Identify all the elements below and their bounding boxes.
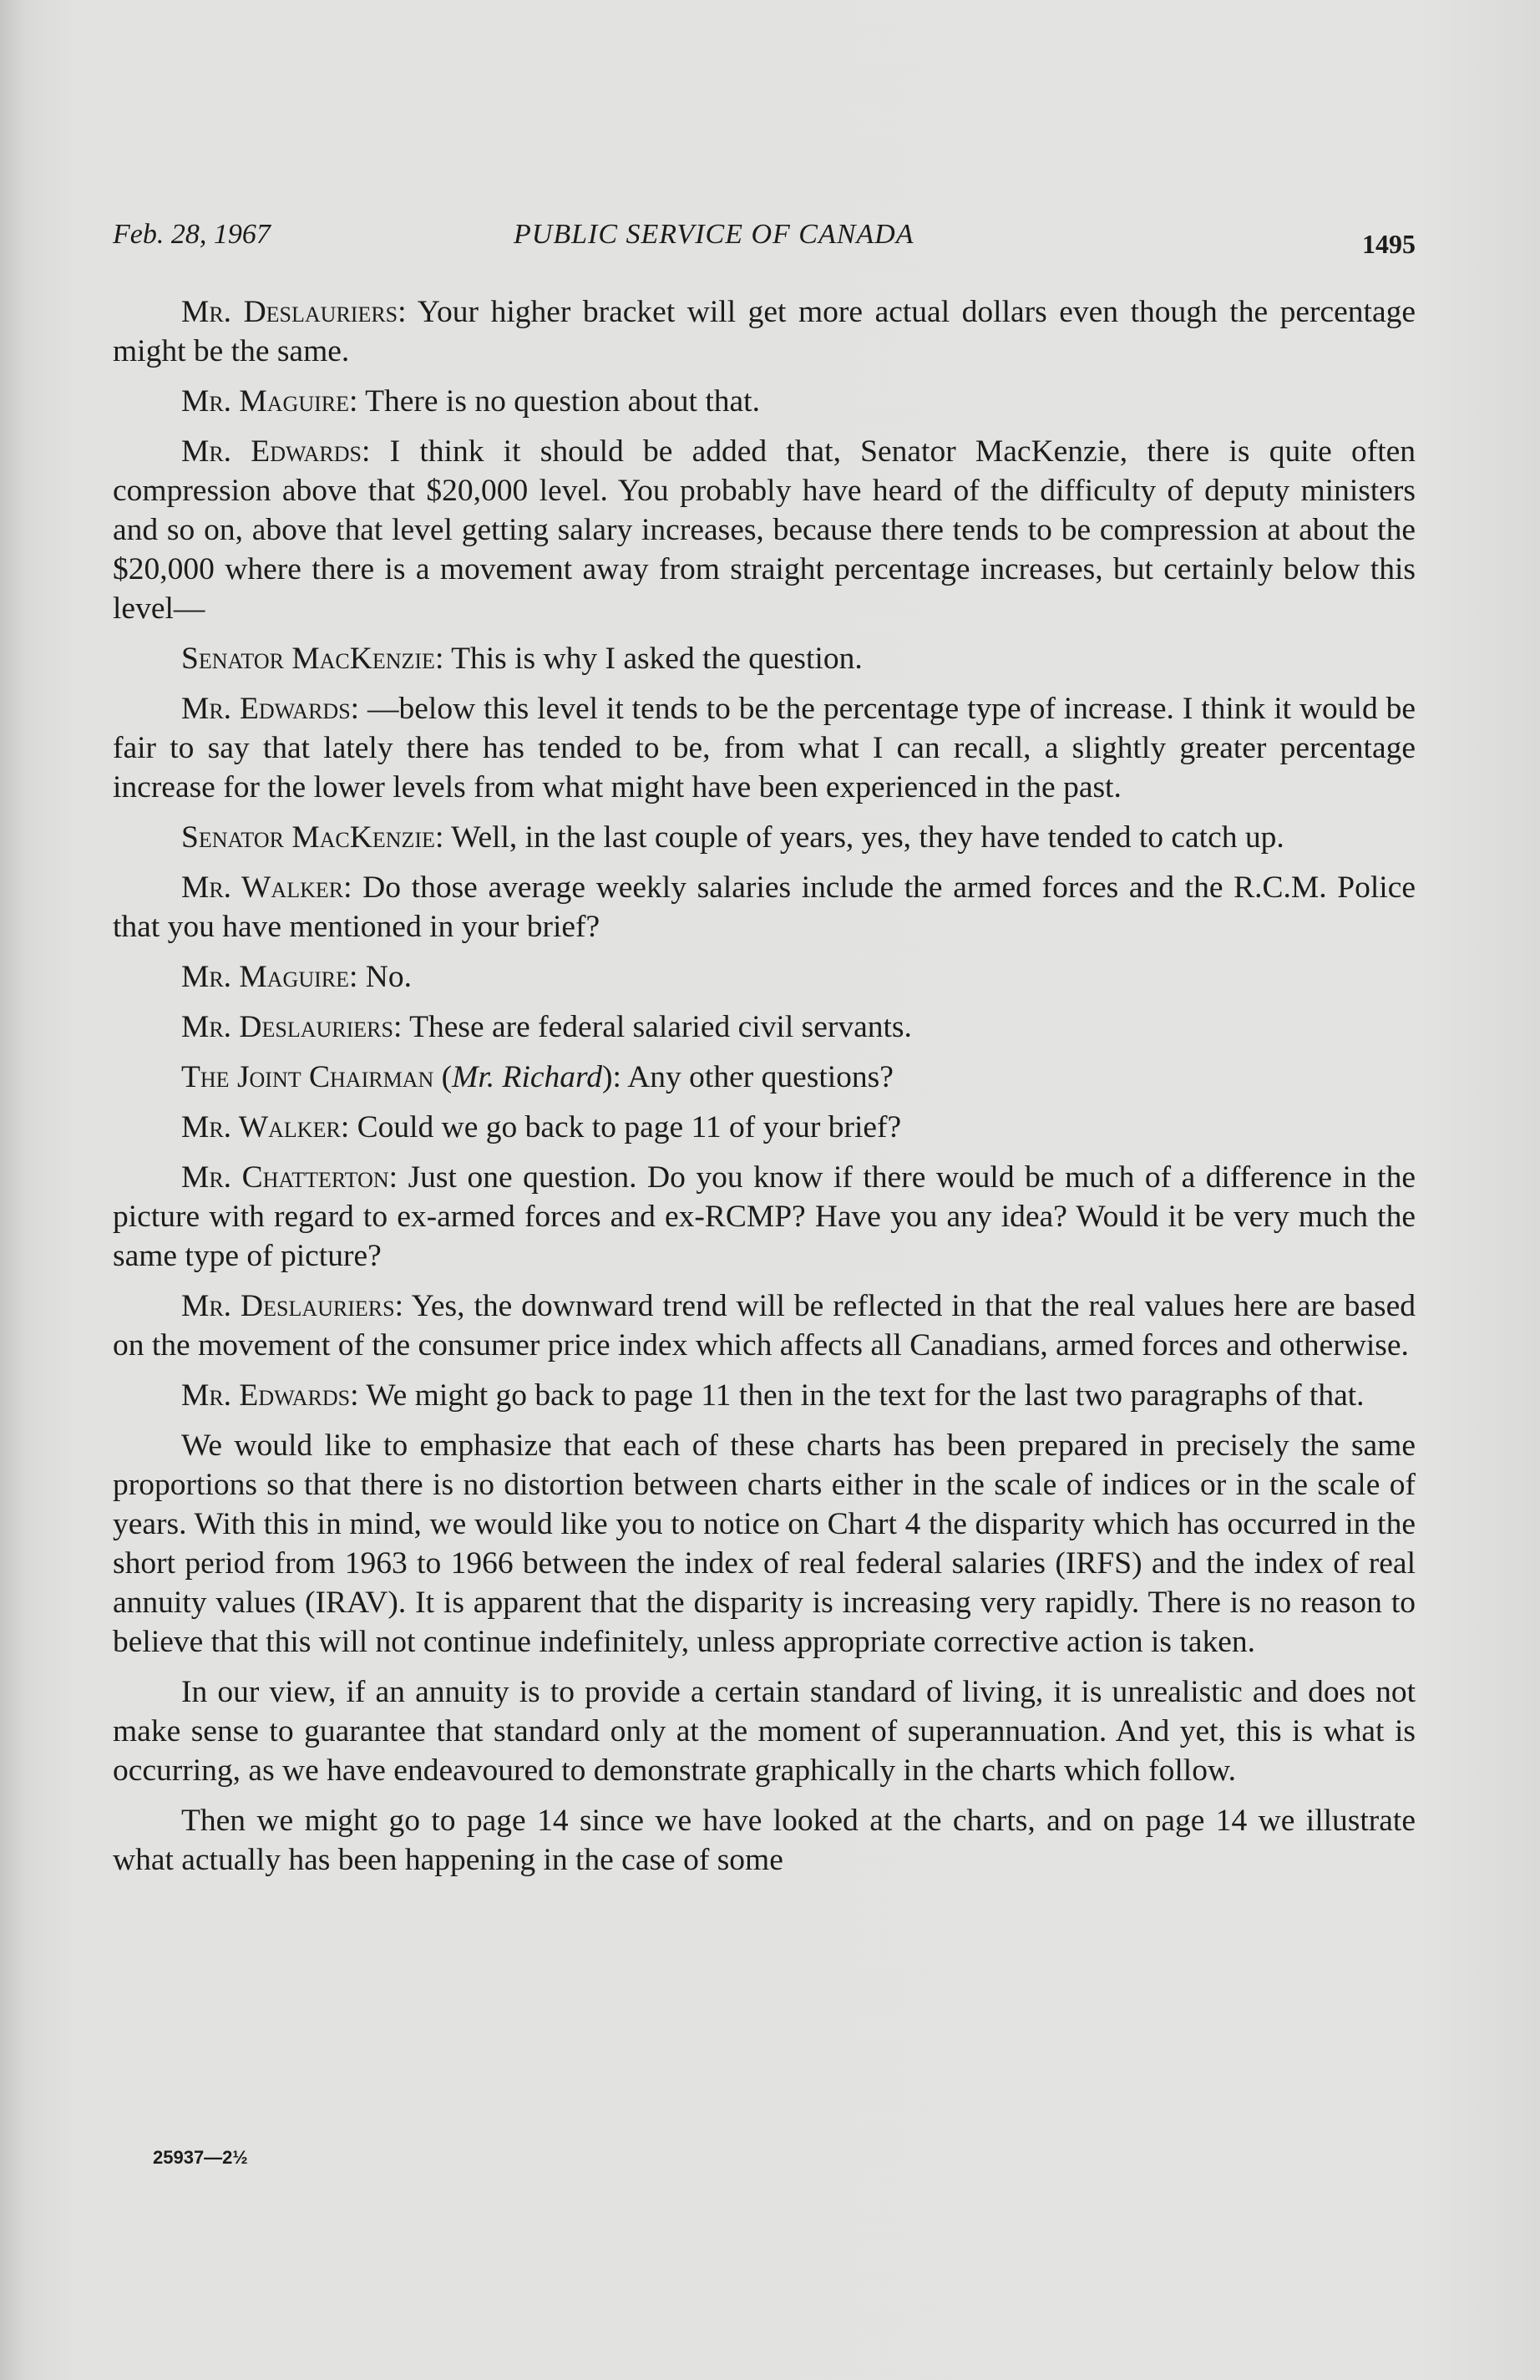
speaker-paragraph: Mr. Maguire: No. xyxy=(181,960,413,994)
paragraph-text: We might go back to page 11 then in the text for the last two paragraphs of that. xyxy=(366,1378,1365,1413)
speaker-paragraph: Mr. Maguire: There is no question about that. xyxy=(181,384,760,419)
speaker-paragraph: Mr. Deslauriers: Your higher bracket will get more actual dollars even though the percentage might be the same. xyxy=(113,295,1416,368)
speaker-name: Mr. Walker xyxy=(181,1110,341,1144)
speaker-paragraph: Mr. Deslauriers: Yes, the downward trend will be reflected in that the real values here are based on the movement of the consumer price index which affects all Canadians, armed forces and otherwise. xyxy=(113,1289,1416,1363)
paragraph-text: These are federal salaried civil servants. xyxy=(409,1010,912,1044)
header-date: Feb. 28, 1967 xyxy=(113,219,271,250)
paragraph-text: Well, in the last couple of years, yes, they have tended to catch up. xyxy=(451,820,1284,855)
speaker-name: Mr. Walker xyxy=(181,870,344,905)
paragraph-text: —below this level it tends to be the percentage type of increase. I think it would be fair to say that lately there has tended to be, from what I can recall, a slightly greater percentage increase for the lower levels from what might have been experienced in the past. xyxy=(113,692,1416,804)
running-header xyxy=(113,219,1416,261)
paragraph-text: There is no question about that. xyxy=(365,384,760,419)
speaker-name: Mr. Deslauriers xyxy=(181,1289,395,1323)
speaker-name: Mr. Deslauriers xyxy=(181,1010,393,1044)
speaker-paragraph: Senator MacKenzie: This is why I asked the question. xyxy=(181,642,863,676)
paragraph-text: Just one question. Do you know if there would be much of a difference in the picture with regard to ex-armed forces and ex-RCMP? Have you any idea? Would it be very much the same type of picture? xyxy=(113,1160,1416,1273)
paragraph-text: Do those average weekly salaries include the armed forces and the R.C.M. Police that you have mentioned in your brief? xyxy=(113,870,1416,944)
speaker-name: Mr. Maguire xyxy=(181,384,349,419)
speaker-paragraph: Mr. Walker: Could we go back to page 11 of your brief? xyxy=(181,1110,902,1144)
speaker-name: Senator MacKenzie xyxy=(181,642,435,676)
paragraph-text: No. xyxy=(365,960,413,994)
speaker-name: Mr. Edwards xyxy=(181,692,351,726)
paragraph-text: We would like to emphasize that each of these charts has been prepared in precisely the same proportions so that there is no distortion between charts either in the scale of indices or in the scale of years. With this in mind, we would like you to notice on Chart 4 the disparity which has occurred in the short period from 1963 to 1966 between the index of real federal salaries (IRFS) and the index of real annuity values (IRAV). It is apparent that the disparity is increasing very rapidly. There is no reason to believe that this will not continue indefinitely, unless appropriate corrective action is taken. xyxy=(113,1429,1416,1659)
speaker-name: Senator MacKenzie xyxy=(181,820,435,855)
speaker-name: Mr. Deslauriers xyxy=(181,295,398,329)
speaker-paragraph: Mr. Walker: Do those average weekly salaries include the armed forces and the R.C.M. Police that you have mentioned in your brief? xyxy=(113,870,1416,944)
speaker-paragraph: The Joint Chairman (Mr. Richard): Any other questions? xyxy=(181,1060,894,1094)
speaker-name: Mr. Edwards xyxy=(181,434,362,469)
speaker-name: Mr. Chatterton xyxy=(181,1160,389,1195)
footer-print-code: 25937—2½ xyxy=(153,2147,248,2168)
speaker-paragraph: Mr. Edwards: We might go back to page 11 then in the text for the last two paragraphs of that. xyxy=(181,1378,1365,1413)
text-paragraph xyxy=(113,1426,1416,1662)
paragraph-text: Any other questions? xyxy=(627,1060,894,1094)
page-number: 1495 xyxy=(1362,229,1416,259)
paragraph-text: Yes, the downward trend will be reflected in that the real values here are based on the movement of the consumer price index which affects all Canadians, armed forces and otherwise. xyxy=(113,1289,1416,1363)
paragraph-text: Could we go back to page 11 of your brief? xyxy=(357,1110,902,1144)
speaker-paragraph: Mr. Edwards: —below this level it tends to be the percentage type of increase. I think it would be fair to say that lately there has tended to be, from what I can recall, a slightly greater percentage increase for the lower levels from what might have been experienced in the past. xyxy=(113,692,1416,804)
paragraph-text: I think it should be added that, Senator MacKenzie, there is quite often compression above that $20,000 level. You probably have heard of the difficulty of deputy ministers and so on, above that level getting salary increases, because there tends to be compression at about the $20,000 where there is a movement away from straight percentage increases, but certainly below this level— xyxy=(113,434,1416,626)
speaker-paragraph: Senator MacKenzie: Well, in the last couple of years, yes, they have tended to catch up. xyxy=(181,820,1284,855)
text-paragraph xyxy=(113,1672,1416,1790)
speaker-name: The Joint Chairman xyxy=(181,1060,434,1094)
speaker-paragraph: Mr. Chatterton: Just one question. Do you know if there would be much of a difference in the picture with regard to ex-armed forces and ex-RCMP? Have you any idea? Would it be very much the same type of picture? xyxy=(113,1160,1416,1273)
speaker-name: Mr. Maguire xyxy=(181,960,349,994)
paragraph-text: In our view, if an annuity is to provide a certain standard of living, it is unrealistic and does not make sense to guarantee that standard only at the moment of superannuation. And yet, this is what is occurring, as we have endeavoured to demonstrate graphically in the charts which follow. xyxy=(113,1675,1416,1788)
transcript-body xyxy=(113,292,1416,1890)
speaker-paragraph: Mr. Edwards: I think it should be added that, Senator MacKenzie, there is quite often compression above that $20,000 level. You probably have heard of the difficulty of deputy ministers and so on, above that level getting salary increases, because there tends to be compression at about the $20,000 where there is a movement away from straight percentage increases, but certainly below this level— xyxy=(113,434,1416,626)
paragraph-text: Your higher bracket will get more actual dollars even though the percentage might be the same. xyxy=(113,295,1416,368)
paragraph-text: Then we might go to page 14 since we have looked at the charts, and on page 14 we illustrate what actually has been happening in the case of some xyxy=(113,1804,1416,1877)
text-paragraph xyxy=(113,1801,1416,1880)
speaker-name: Mr. Edwards xyxy=(181,1378,351,1413)
header-title: PUBLIC SERVICE OF CANADA xyxy=(514,219,914,250)
speaker-paragraph: Mr. Deslauriers: These are federal salaried civil servants. xyxy=(181,1010,912,1044)
speaker-role: Mr. Richard xyxy=(452,1060,602,1094)
paragraph-text: This is why I asked the question. xyxy=(451,642,863,676)
